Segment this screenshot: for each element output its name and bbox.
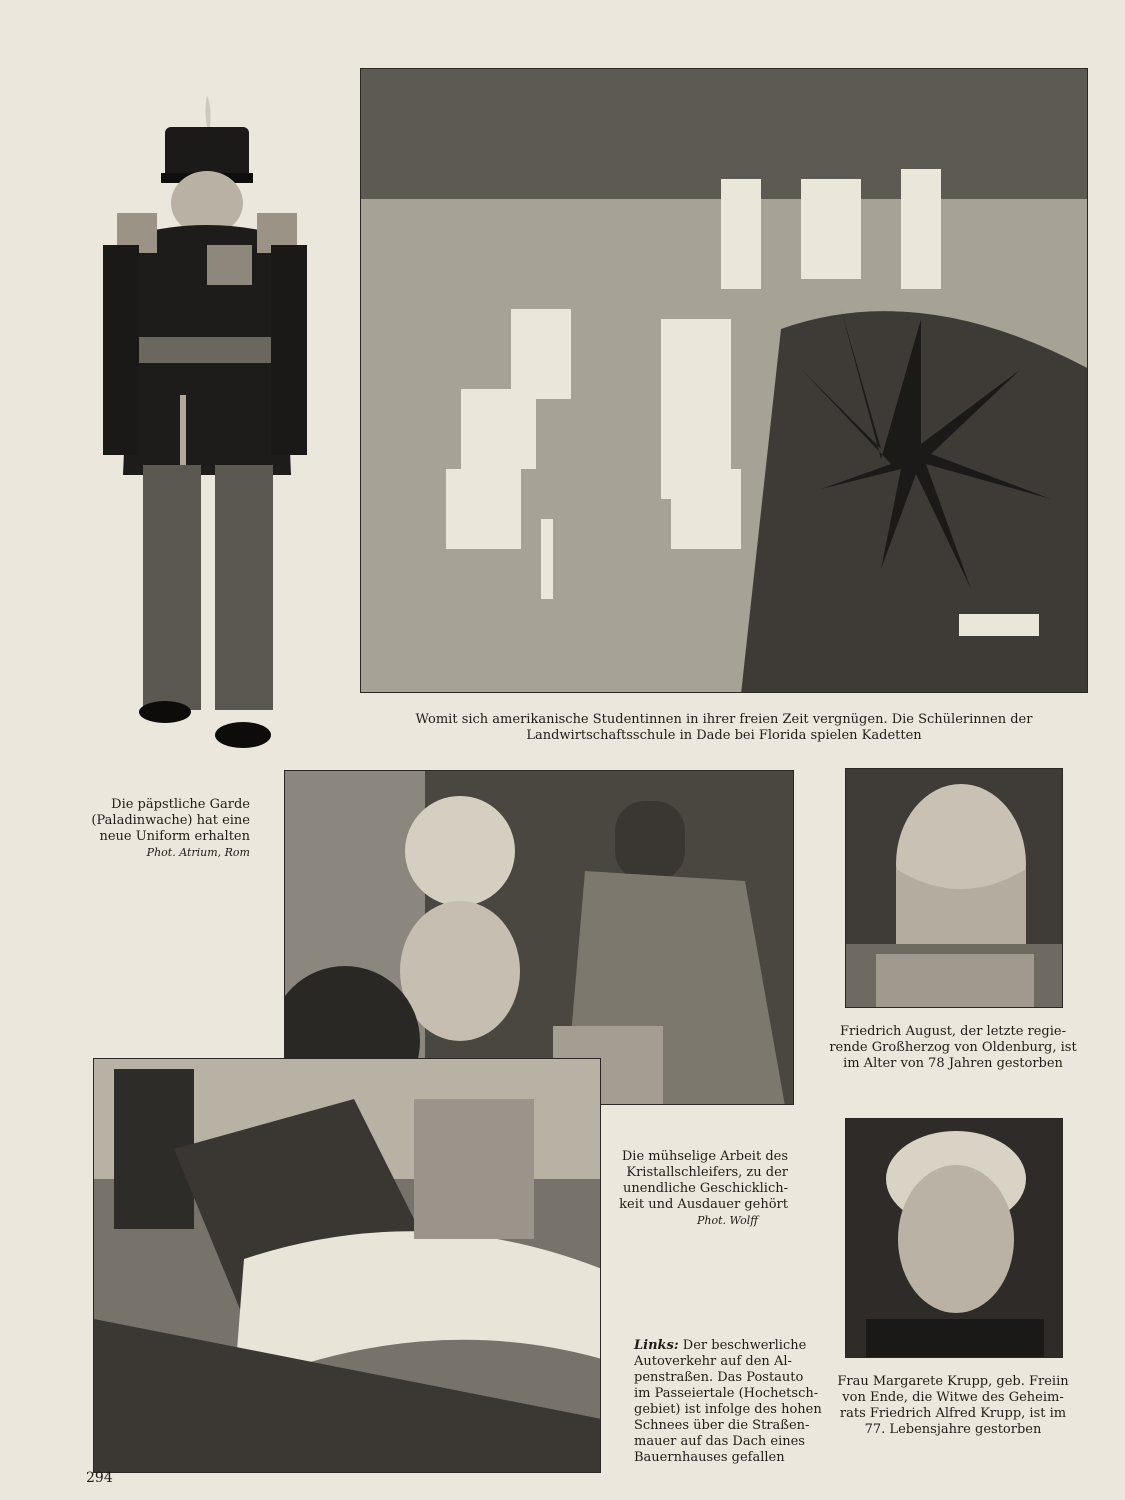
- krupp-caption-line: 77. Lebensjahre gestorben: [864, 1422, 1042, 1437]
- guard-caption-line: neue Uniform erhalten: [99, 829, 250, 844]
- crystal-caption-line: Die mühselige Arbeit des: [621, 1149, 788, 1164]
- duke-caption: [808, 1024, 1098, 1072]
- duke-caption-line: Friedrich August, der letzte regie-: [840, 1024, 1066, 1039]
- car-scene: [94, 1059, 601, 1473]
- duke-photo: [845, 768, 1063, 1008]
- car-caption: [634, 1338, 824, 1466]
- krupp-caption: [808, 1374, 1098, 1438]
- krupp-caption-line: Frau Margarete Krupp, geb. Freiin: [837, 1374, 1069, 1389]
- car-caption-line: im Passeiertale (Hochetsch-: [634, 1386, 819, 1401]
- car-caption-line: gebiet) ist infolge des hohen: [634, 1402, 822, 1417]
- duke-portrait: [846, 769, 1063, 1008]
- cadets-photo: [360, 68, 1088, 693]
- crystal-scene: [285, 771, 794, 1105]
- guard-caption: [70, 797, 250, 861]
- guard-caption-line: Die päpstliche Garde: [111, 797, 250, 812]
- car-caption-line: Bauernhauses gefallen: [634, 1450, 785, 1465]
- cadets-caption-line: Womit sich amerikanische Studentinnen in ihrer freien Zeit vergnügen. Die Schülerinnen der: [415, 712, 1033, 727]
- car-caption-line: Schnees über die Straßen-: [634, 1418, 810, 1433]
- cadets-scene: [361, 69, 1088, 693]
- car-caption-line: Autoverkehr auf den Al-: [634, 1354, 792, 1369]
- page-number: 294: [86, 1470, 113, 1486]
- crystal-caption: [600, 1149, 788, 1229]
- duke-caption-line: rende Großherzog von Oldenburg, ist: [829, 1040, 1077, 1055]
- duke-caption-line: im Alter von 78 Jahren gestorben: [843, 1056, 1063, 1071]
- guard-photo: [95, 95, 315, 760]
- krupp-portrait: [846, 1119, 1063, 1358]
- car-photo: [93, 1058, 601, 1473]
- cadets-caption: [360, 712, 1088, 744]
- crystal-photo: [284, 770, 794, 1105]
- guard-figure: [95, 95, 315, 760]
- car-caption-line: penstraßen. Das Postauto: [634, 1370, 804, 1385]
- crystal-caption-line: keit und Ausdauer gehört: [619, 1197, 788, 1212]
- krupp-caption-line: rats Friedrich Alfred Krupp, ist im: [839, 1406, 1067, 1421]
- krupp-caption-line: von Ende, die Witwe des Geheim-: [842, 1390, 1064, 1405]
- car-caption-first-line: [634, 1338, 824, 1354]
- guard-caption-line: (Paladinwache) hat eine: [91, 813, 250, 828]
- krupp-photo: [845, 1118, 1063, 1358]
- crystal-credit: Phot. Wolff: [696, 1214, 758, 1227]
- crystal-caption-line: unendliche Geschicklich-: [622, 1181, 788, 1196]
- car-caption-lead: Links:: [634, 1338, 679, 1353]
- car-caption-first: Der beschwerliche: [678, 1338, 807, 1353]
- crystal-caption-line: Kristallschleifers, zu der: [626, 1165, 788, 1180]
- cadets-caption-line: Landwirtschaftsschule in Dade bei Florida spielen Kadetten: [526, 728, 922, 743]
- guard-credit: Phot. Atrium, Rom: [146, 846, 250, 859]
- car-caption-line: mauer auf das Dach eines: [634, 1434, 805, 1449]
